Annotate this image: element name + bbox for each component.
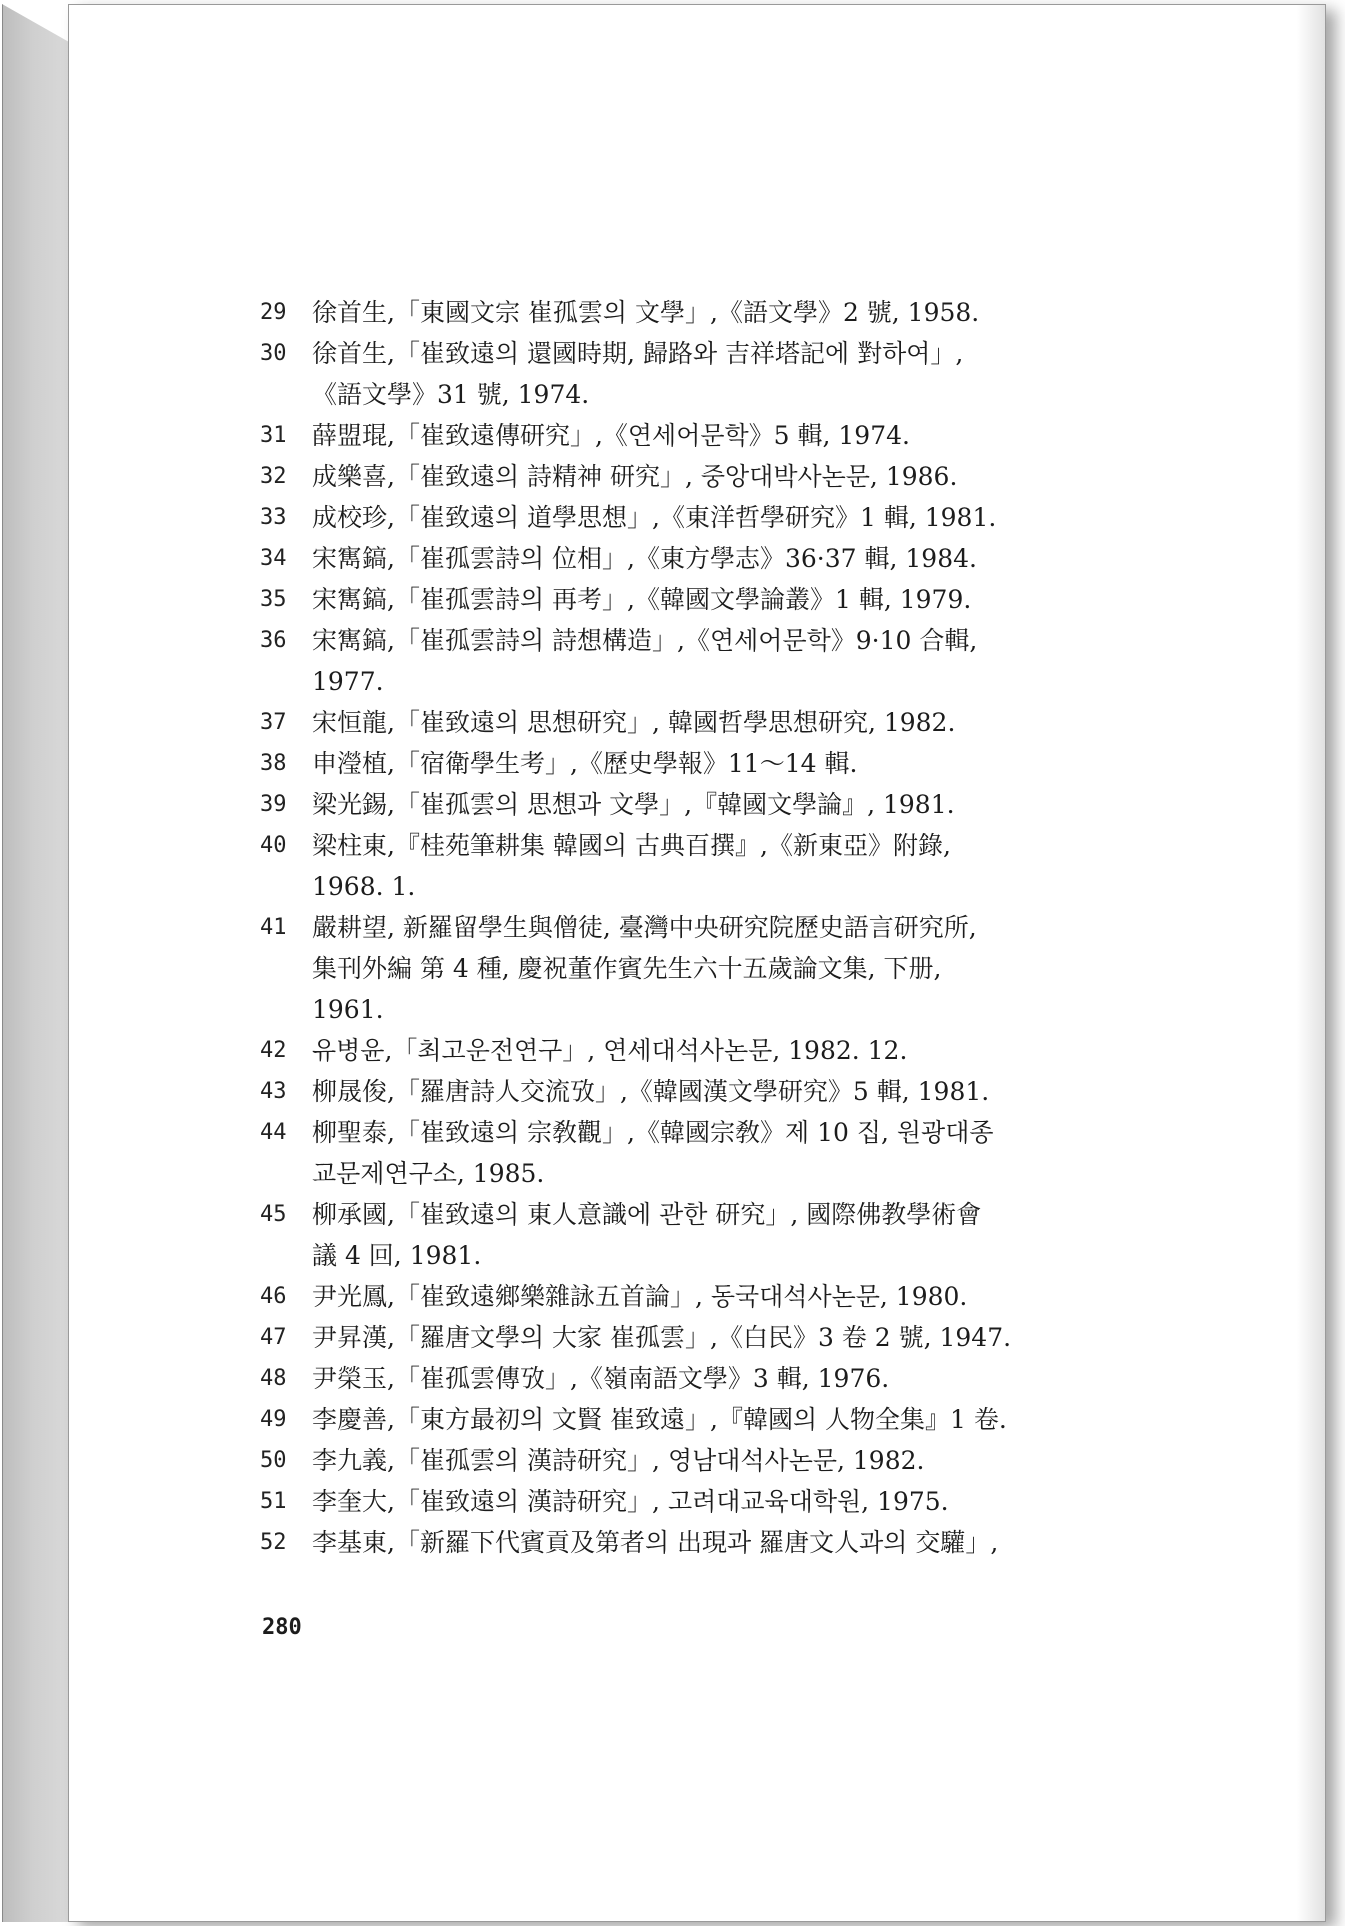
entry-line: 柳承國,「崔致遠의 東人意識에 관한 研究」, 國際佛教學術會 <box>312 1200 982 1229</box>
entry-number: 35 <box>260 587 287 612</box>
entry-line: 梁光錫,「崔孤雲의 思想과 文學」,『韓國文學論』, 1981. <box>312 790 955 819</box>
entry-line: 1968. 1. <box>312 872 416 901</box>
entry-text <box>312 1276 1180 1317</box>
bibliography-entry <box>260 1194 1180 1276</box>
book-spine <box>2 4 69 1922</box>
entry-line: 柳聖泰,「崔致遠의 宗敎觀」,《韓國宗敎》제 10 집, 원광대종 <box>312 1118 994 1147</box>
entry-text <box>312 907 1180 1030</box>
bibliography-entry <box>260 825 1180 907</box>
entry-text <box>312 1112 1180 1194</box>
entry-text <box>312 743 1180 784</box>
bibliography-entry <box>260 1440 1180 1481</box>
entry-line: 1961. <box>312 995 384 1024</box>
entry-number: 48 <box>260 1366 287 1391</box>
bibliography-entry <box>260 415 1180 456</box>
entry-number: 30 <box>260 341 287 366</box>
entry-text <box>312 538 1180 579</box>
entry-text <box>312 456 1180 497</box>
bibliography-entry <box>260 333 1180 415</box>
entry-text <box>312 620 1180 702</box>
bibliography-list <box>260 292 1180 1563</box>
entry-number: 29 <box>260 300 287 325</box>
bibliography-entry <box>260 1317 1180 1358</box>
bibliography-entry <box>260 579 1180 620</box>
entry-line: 유병윤,「최고운전연구」, 연세대석사논문, 1982. 12. <box>312 1036 908 1065</box>
entry-number: 46 <box>260 1284 287 1309</box>
entry-line: 薛盟琨,「崔致遠傳研究」,《연세어문학》5 輯, 1974. <box>312 421 910 450</box>
entry-line: 成校珍,「崔致遠의 道學思想」,《東洋哲學研究》1 輯, 1981. <box>312 503 997 532</box>
entry-number: 36 <box>260 628 287 653</box>
entry-number: 34 <box>260 546 287 571</box>
bibliography-entry <box>260 1399 1180 1440</box>
bibliography-entry <box>260 620 1180 702</box>
entry-text <box>312 292 1180 333</box>
entry-line: 徐首生,「東國文宗 崔孤雲의 文學」,《語文學》2 號, 1958. <box>312 298 980 327</box>
bibliography-entry <box>260 743 1180 784</box>
entry-text <box>312 825 1180 907</box>
entry-line: 宋恒龍,「崔致遠의 思想研究」, 韓國哲學思想研究, 1982. <box>312 708 956 737</box>
bibliography-entry <box>260 538 1180 579</box>
entry-line: 梁柱東,『桂苑筆耕集 韓國의 古典百撰』,《新東亞》附錄, <box>312 831 951 860</box>
entry-line: 申瀅植,「宿衛學生考」,《歷史學報》11～14 輯. <box>312 749 858 778</box>
entry-number: 49 <box>260 1407 287 1432</box>
entry-line: 李基東,「新羅下代賓貢及第者의 出現과 羅唐文人과의 交驩」, <box>312 1528 999 1557</box>
entry-text <box>312 415 1180 456</box>
entry-text <box>312 333 1180 415</box>
entry-number: 31 <box>260 423 287 448</box>
entry-text <box>312 1194 1180 1276</box>
entry-text <box>312 1522 1180 1563</box>
entry-text <box>312 1030 1180 1071</box>
bibliography-entry <box>260 497 1180 538</box>
entry-number: 44 <box>260 1120 287 1145</box>
entry-line: 嚴耕望, 新羅留學生與僧徒, 臺灣中央研究院歷史語言研究所, <box>312 913 977 942</box>
bibliography-entry <box>260 1522 1180 1563</box>
entry-line: 宋寯鎬,「崔孤雲詩의 再考」,《韓國文學論叢》1 輯, 1979. <box>312 585 972 614</box>
entry-line: 徐首生,「崔致遠의 還國時期, 歸路와 吉祥塔記에 對하여」, <box>312 339 964 368</box>
entry-line: 柳晟俊,「羅唐詩人交流攷」,《韓國漢文學研究》5 輯, 1981. <box>312 1077 990 1106</box>
entry-line: 尹光鳳,「崔致遠鄉樂雜詠五首論」, 동국대석사논문, 1980. <box>312 1282 968 1311</box>
entry-number: 33 <box>260 505 287 530</box>
entry-text <box>312 1071 1180 1112</box>
entry-line: 李奎大,「崔致遠의 漢詩研究」, 고려대교육대학원, 1975. <box>312 1487 949 1516</box>
entry-number: 52 <box>260 1530 287 1555</box>
entry-number: 41 <box>260 915 287 940</box>
entry-number: 43 <box>260 1079 287 1104</box>
bibliography-entry <box>260 1276 1180 1317</box>
bibliography-entry <box>260 1071 1180 1112</box>
entry-text <box>312 1317 1180 1358</box>
page-number: 280 <box>262 1615 302 1640</box>
entry-text <box>312 497 1180 538</box>
entry-number: 39 <box>260 792 287 817</box>
entry-number: 32 <box>260 464 287 489</box>
entry-line: 尹昇漢,「羅唐文學의 大家 崔孤雲」,《白民》3 卷 2 號, 1947. <box>312 1323 1012 1352</box>
bibliography-entry <box>260 1112 1180 1194</box>
entry-number: 40 <box>260 833 287 858</box>
entry-line: 《語文學》31 號, 1974. <box>312 380 590 409</box>
entry-text <box>312 1440 1180 1481</box>
page-edge-shade <box>1297 5 1325 1921</box>
entry-number: 38 <box>260 751 287 776</box>
entry-line: 議 4 回, 1981. <box>312 1241 482 1270</box>
entry-line: 李九義,「崔孤雲의 漢詩研究」, 영남대석사논문, 1982. <box>312 1446 925 1475</box>
entry-text <box>312 1358 1180 1399</box>
entry-text <box>312 702 1180 743</box>
entry-number: 45 <box>260 1202 287 1227</box>
bibliography-entry <box>260 456 1180 497</box>
entry-line: 尹榮玉,「崔孤雲傳攷」,《嶺南語文學》3 輯, 1976. <box>312 1364 890 1393</box>
entry-line: 集刊外編 第 4 種, 慶祝董作賓先生六十五歲論文集, 下册, <box>312 954 942 983</box>
entry-line: 1977. <box>312 667 384 696</box>
entry-text <box>312 1481 1180 1522</box>
bibliography-entry <box>260 907 1180 1030</box>
entry-line: 宋寯鎬,「崔孤雲詩의 位相」,《東方學志》36·37 輯, 1984. <box>312 544 977 573</box>
entry-number: 42 <box>260 1038 287 1063</box>
entry-text <box>312 1399 1180 1440</box>
bibliography-entry <box>260 1030 1180 1071</box>
entry-line: 宋寯鎬,「崔孤雲詩의 詩想構造」,《연세어문학》9·10 合輯, <box>312 626 978 655</box>
entry-number: 51 <box>260 1489 287 1514</box>
entry-number: 37 <box>260 710 287 735</box>
bibliography-entry <box>260 292 1180 333</box>
entry-line: 교문제연구소, 1985. <box>312 1159 545 1188</box>
bibliography-entry <box>260 1358 1180 1399</box>
bibliography-entry <box>260 702 1180 743</box>
entry-line: 李慶善,「東方最初의 文賢 崔致遠」,『韓國의 人物全集』1 卷. <box>312 1405 1007 1434</box>
entry-line: 成樂喜,「崔致遠의 詩精神 研究」, 중앙대박사논문, 1986. <box>312 462 958 491</box>
bibliography-entry <box>260 784 1180 825</box>
bibliography-entry <box>260 1481 1180 1522</box>
entry-text <box>312 784 1180 825</box>
entry-text <box>312 579 1180 620</box>
entry-number: 50 <box>260 1448 287 1473</box>
entry-number: 47 <box>260 1325 287 1350</box>
